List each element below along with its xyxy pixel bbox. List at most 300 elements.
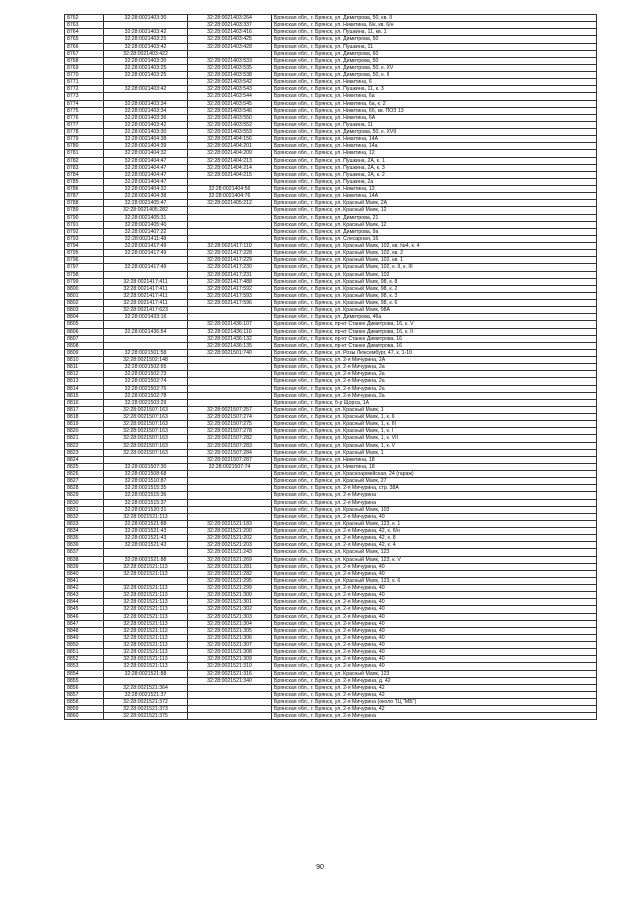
- object-cadastral-number-cell: [188, 50, 272, 57]
- land-cadastral-number-cell: 32:28:0021405:31: [104, 214, 188, 221]
- row-number-cell: 8799: [65, 278, 104, 285]
- row-number-cell: 8778: [65, 129, 104, 136]
- table-row: [65, 307, 597, 314]
- address-cell: Брянская обл., г. Брянск, ул. Никитина, 14А: [272, 193, 597, 200]
- address-cell: Брянская обл., г. Брянск, ул. 2-я Мичурина, 40: [272, 656, 597, 663]
- land-cadastral-number-cell: 32:28:0021417:411: [104, 278, 188, 285]
- land-cadastral-number-cell: 32:28:0021515:35: [104, 485, 188, 492]
- table-row: [65, 271, 597, 278]
- address-cell: Брянская обл., г. Брянск, ул. 2-я Мичурина, 40: [272, 599, 597, 606]
- address-cell: Брянская обл., г. Брянск, ул. Пушкина, 2А, к. 2: [272, 171, 597, 178]
- table-row: [65, 22, 597, 29]
- land-cadastral-number-cell: 32:28:0021404:38: [104, 136, 188, 143]
- object-cadastral-number-cell: 32:28:0021403:533: [188, 57, 272, 64]
- land-cadastral-number-cell: 32:28:0021521:113: [104, 585, 188, 592]
- land-cadastral-number-cell: 32:28:0021521:43: [104, 528, 188, 535]
- address-cell: Брянская обл., г. Брянск, ул. Красноармейская, 24 (гараж): [272, 471, 597, 478]
- object-cadastral-number-cell: [188, 357, 272, 364]
- address-cell: Брянская обл., г. Брянск, ул. 2-я Мичурина, 40: [272, 634, 597, 641]
- address-cell: Брянская обл., г. Брянск, ул. 2-я Мичурина, 42: [272, 691, 597, 698]
- object-cadastral-number-cell: 32:28:0021521:316: [188, 670, 272, 677]
- address-cell: Брянская обл., г. Брянск, ул. Красный Маяк, 102, кв. 1: [272, 257, 597, 264]
- table-row: [65, 392, 597, 399]
- object-cadastral-number-cell: 32:28:0021521:305: [188, 627, 272, 634]
- address-cell: Брянская обл., г. Брянск, ул. 2-я Мичурина, 2А: [272, 357, 597, 364]
- row-number-cell: 8786: [65, 186, 104, 193]
- object-cadastral-number-cell: 32:28:0021404:214: [188, 164, 272, 171]
- object-cadastral-number-cell: [188, 235, 272, 242]
- address-cell: Брянская обл., г. Брянск, ул. Красный Маяк, 98, к. 2: [272, 285, 597, 292]
- object-cadastral-number-cell: 32:28:0021403:416: [188, 29, 272, 36]
- table-row: [65, 649, 597, 656]
- object-cadastral-number-cell: [188, 221, 272, 228]
- table-row: [65, 121, 597, 128]
- row-number-cell: 8832: [65, 513, 104, 520]
- land-cadastral-number-cell: 32:28:0021417:411: [104, 292, 188, 299]
- address-cell: Брянская обл., г. Брянск, ул. Красный Маяк, 123: [272, 670, 597, 677]
- row-number-cell: 8771: [65, 79, 104, 86]
- address-cell: Брянская обл., г. Брянск, ул. 2-я Мичурина, 40: [272, 642, 597, 649]
- row-number-cell: 8858: [65, 699, 104, 706]
- object-cadastral-number-cell: 32:28:0021417:231: [188, 271, 272, 278]
- row-number-cell: 8767: [65, 50, 104, 57]
- address-cell: Брянская обл., г. Брянск, ул. Никитина, 6/к, кв. 6/н: [272, 22, 597, 29]
- table-row: [65, 207, 597, 214]
- table-row: [65, 592, 597, 599]
- land-cadastral-number-cell: 32:28:0021404:32: [104, 186, 188, 193]
- object-cadastral-number-cell: 32:28:0021521:302: [188, 606, 272, 613]
- row-number-cell: 8793: [65, 235, 104, 242]
- table-row: [65, 364, 597, 371]
- row-number-cell: 8801: [65, 292, 104, 299]
- address-cell: Брянская обл., г. Брянск, ул. Красный Маяк, 1, к. III: [272, 421, 597, 428]
- table-row: [65, 114, 597, 121]
- land-cadastral-number-cell: [104, 93, 188, 100]
- table-row: [65, 193, 597, 200]
- land-cadastral-number-cell: 32:28:0021521:37: [104, 691, 188, 698]
- object-cadastral-number-cell: [188, 207, 272, 214]
- address-cell: Брянская обл., г. Брянск, ул. Димитрова, 50, к. XVII: [272, 129, 597, 136]
- table-row: [65, 613, 597, 620]
- object-cadastral-number-cell: 32:28:0021521:309: [188, 656, 272, 663]
- row-number-cell: 8850: [65, 642, 104, 649]
- table-row: [65, 57, 597, 64]
- row-number-cell: 8797: [65, 264, 104, 271]
- row-number-cell: 8808: [65, 342, 104, 349]
- land-cadastral-number-cell: 32:28:0021521:113: [104, 613, 188, 620]
- address-cell: Брянская обл., г. Брянск, ул. Никитина, 18: [272, 463, 597, 470]
- object-cadastral-number-cell: 32:28:0021403:264: [188, 15, 272, 22]
- address-cell: Брянская обл., г. Брянск, ул. Димитрова, 46а: [272, 314, 597, 321]
- address-cell: Брянская обл., г. Брянск, ул. Красный Маяк, 12: [272, 221, 597, 228]
- table-row: [65, 563, 597, 570]
- row-number-cell: 8783: [65, 164, 104, 171]
- row-number-cell: 8841: [65, 577, 104, 584]
- table-row: [65, 178, 597, 185]
- table-row: [65, 606, 597, 613]
- land-cadastral-number-cell: 32:28:0021521:43: [104, 542, 188, 549]
- land-cadastral-number-cell: 32:28:0021403:30: [104, 15, 188, 22]
- land-cadastral-number-cell: 32:28:0021521:373: [104, 706, 188, 713]
- object-cadastral-number-cell: 32:28:0021417:592: [188, 285, 272, 292]
- land-cadastral-number-cell: 32:28:0021508:68: [104, 471, 188, 478]
- table-row: [65, 107, 597, 114]
- row-number-cell: 8827: [65, 478, 104, 485]
- address-cell: Брянская обл., г. Брянск, ул. Красный Маяк, 123, к. 1: [272, 520, 597, 527]
- address-cell: Брянская обл., г. Брянск, ул. 2-я Мичурина, стр. 38А: [272, 485, 597, 492]
- address-cell: Брянская обл., г. Брянск, ул. 2-я Мичурина: [272, 499, 597, 506]
- table-row: [65, 143, 597, 150]
- table-row: [65, 456, 597, 463]
- address-cell: Брянская обл., г. Брянск, ул. Красный Маяк, 123, к. V: [272, 556, 597, 563]
- address-cell: Брянская обл., г. Брянск, ул. Димитрова, 50, кв. II: [272, 15, 597, 22]
- row-number-cell: 8817: [65, 406, 104, 413]
- table-row: [65, 706, 597, 713]
- land-cadastral-number-cell: 32:28:0021515:36: [104, 492, 188, 499]
- address-cell: Брянская обл., г. Брянск, ул. Пушкина, 11: [272, 121, 597, 128]
- land-cadastral-number-cell: 32:28:0021507:30: [104, 463, 188, 470]
- table-row: [65, 285, 597, 292]
- land-cadastral-number-cell: 32:28:0021521:113: [104, 627, 188, 634]
- table-row: [65, 499, 597, 506]
- address-cell: Брянская обл., г. Брянск, ул. 2-я Мичурина, д. 42: [272, 677, 597, 684]
- row-number-cell: 8822: [65, 442, 104, 449]
- object-cadastral-number-cell: 32:28:0021417:230: [188, 264, 272, 271]
- address-cell: Брянская обл., г. Брянск, ул. Красный Маяк, 98А: [272, 307, 597, 314]
- table-row: [65, 428, 597, 435]
- address-cell: Брянская обл., г. Брянск, ул. Красный Маяк, 98, к. 8: [272, 278, 597, 285]
- object-cadastral-number-cell: 32:28:0021403:425: [188, 36, 272, 43]
- land-cadastral-number-cell: 32:28:0021507:163: [104, 406, 188, 413]
- land-cadastral-number-cell: 32:28:0021404:47: [104, 171, 188, 178]
- address-cell: Брянская обл., г. Брянск, ул. Димитрова, 50, к. XV: [272, 64, 597, 71]
- row-number-cell: 8843: [65, 592, 104, 599]
- address-cell: Брянская обл., г. Брянск, ул. Никитина, 18: [272, 456, 597, 463]
- object-cadastral-number-cell: 32:28:0021521:299: [188, 585, 272, 592]
- land-cadastral-number-cell: 32:28:0021520:31: [104, 506, 188, 513]
- object-cadastral-number-cell: 32:28:0021403:538: [188, 72, 272, 79]
- land-cadastral-number-cell: 32:28:0021403:30: [104, 57, 188, 64]
- table-row: [65, 549, 597, 556]
- table-row: [65, 478, 597, 485]
- table-row: [65, 399, 597, 406]
- land-cadastral-number-cell: [104, 577, 188, 584]
- table-row: [65, 328, 597, 335]
- table-row: [65, 421, 597, 428]
- row-number-cell: 8820: [65, 428, 104, 435]
- object-cadastral-number-cell: [188, 214, 272, 221]
- table-row: [65, 435, 597, 442]
- address-cell: Брянская обл., г. Брянск, ул. 2-я Мичурина, 40: [272, 570, 597, 577]
- row-number-cell: 8812: [65, 371, 104, 378]
- object-cadastral-number-cell: [188, 399, 272, 406]
- address-cell: Брянская обл., г. Брянск, ул. Красный Маяк, 123, к. 6: [272, 577, 597, 584]
- table-row: [65, 620, 597, 627]
- object-cadastral-number-cell: [188, 385, 272, 392]
- table-row: [65, 164, 597, 171]
- address-cell: Брянская обл., г. Брянск, ул. Пушкина, 2А, к. 1: [272, 157, 597, 164]
- row-number-cell: 8819: [65, 421, 104, 428]
- object-cadastral-number-cell: 32:28:0021403:428: [188, 43, 272, 50]
- object-cadastral-number-cell: 32:28:0021417:110: [188, 243, 272, 250]
- row-number-cell: 8825: [65, 463, 104, 470]
- land-cadastral-number-cell: 32:28:0021521:113: [104, 634, 188, 641]
- table-row: [65, 670, 597, 677]
- address-cell: Брянская обл., г. Брянск, ул. 2-я Мичурина, 40: [272, 649, 597, 656]
- land-cadastral-number-cell: 32:28:0021404:39: [104, 143, 188, 150]
- land-cadastral-number-cell: 32:28:0021521:113: [104, 663, 188, 670]
- object-cadastral-number-cell: [188, 314, 272, 321]
- address-cell: Брянская обл., г. Брянск, ул. 2-я Мичурина, 40: [272, 613, 597, 620]
- row-number-cell: 8823: [65, 449, 104, 456]
- row-number-cell: 8779: [65, 136, 104, 143]
- row-number-cell: 8804: [65, 314, 104, 321]
- row-number-cell: 8787: [65, 193, 104, 200]
- object-cadastral-number-cell: 32:28:0021521:243: [188, 549, 272, 556]
- row-number-cell: 8763: [65, 22, 104, 29]
- address-cell: Брянская обл., г. Брянск, ул. Никитина, 6а, к. 2: [272, 100, 597, 107]
- table-row: [65, 29, 597, 36]
- land-cadastral-number-cell: 32:28:0021417:411: [104, 300, 188, 307]
- row-number-cell: 8795: [65, 250, 104, 257]
- land-cadastral-number-cell: 32:28:0021417:49: [104, 250, 188, 257]
- table-row: [65, 535, 597, 542]
- object-cadastral-number-cell: 32:28:0021521:306: [188, 634, 272, 641]
- row-number-cell: 8773: [65, 93, 104, 100]
- table-row: [65, 371, 597, 378]
- row-number-cell: 8829: [65, 492, 104, 499]
- land-cadastral-number-cell: 32:28:0021502:78: [104, 392, 188, 399]
- row-number-cell: 8785: [65, 178, 104, 185]
- land-cadastral-number-cell: 32:28:0021417:49: [104, 264, 188, 271]
- land-cadastral-number-cell: 32:28:0021510:87: [104, 478, 188, 485]
- table-row: [65, 485, 597, 492]
- table-row: [65, 349, 597, 356]
- object-cadastral-number-cell: [188, 499, 272, 506]
- table-row: [65, 292, 597, 299]
- land-cadastral-number-cell: 32:28:0021405:282: [104, 207, 188, 214]
- object-cadastral-number-cell: 32:28:0021403:337: [188, 22, 272, 29]
- table-row: [65, 442, 597, 449]
- table-row: [65, 314, 597, 321]
- object-cadastral-number-cell: 32:28:0021507:278: [188, 428, 272, 435]
- object-cadastral-number-cell: 32:28:0021403:545: [188, 100, 272, 107]
- table-row: [65, 43, 597, 50]
- object-cadastral-number-cell: 32:28:0021436:107: [188, 321, 272, 328]
- object-cadastral-number-cell: [188, 228, 272, 235]
- address-cell: Брянская обл., г. Брянск, ул. 2-я Мичурина, 40: [272, 585, 597, 592]
- row-number-cell: 8840: [65, 570, 104, 577]
- row-number-cell: 8762: [65, 15, 104, 22]
- address-cell: Брянская обл., г. Брянск, пр-кт Станке Димитрова, 16, к. II: [272, 328, 597, 335]
- address-cell: Брянская обл., г. Брянск, ул. Димитрова, 50: [272, 36, 597, 43]
- land-cadastral-number-cell: 32:28:0021521:113: [104, 649, 188, 656]
- land-cadastral-number-cell: 32:28:0021404:47: [104, 164, 188, 171]
- land-cadastral-number-cell: 32:28:0021403:42: [104, 121, 188, 128]
- object-cadastral-number-cell: 32:28:0021417:488: [188, 278, 272, 285]
- table-row: [65, 506, 597, 513]
- address-cell: Брянская обл., г. Брянск, ул. Пушкина, 11, кв. 1: [272, 29, 597, 36]
- address-cell: Брянская обл., г. Брянск, ул. Слесарная, 16: [272, 235, 597, 242]
- table-row: [65, 257, 597, 264]
- object-cadastral-number-cell: [188, 699, 272, 706]
- table-row: [65, 556, 597, 563]
- object-cadastral-number-cell: [188, 713, 272, 720]
- object-cadastral-number-cell: 32:28:0021521:203: [188, 542, 272, 549]
- object-cadastral-number-cell: 32:28:0021417:596: [188, 300, 272, 307]
- land-cadastral-number-cell: 32:28:0021521:113: [104, 563, 188, 570]
- address-cell: Брянская обл., г. Брянск, ул. 2-я Мичурина, 2а: [272, 385, 597, 392]
- land-cadastral-number-cell: 32:28:0021405:40: [104, 221, 188, 228]
- object-cadastral-number-cell: [188, 478, 272, 485]
- object-cadastral-number-cell: 32:28:0021403:550: [188, 114, 272, 121]
- object-cadastral-number-cell: 32:28:0021403:535: [188, 64, 272, 71]
- row-number-cell: 8853: [65, 663, 104, 670]
- land-cadastral-number-cell: 32:28:0021507:163: [104, 442, 188, 449]
- land-cadastral-number-cell: 32:28:0021404:32: [104, 150, 188, 157]
- land-cadastral-number-cell: [104, 79, 188, 86]
- row-number-cell: 8834: [65, 528, 104, 535]
- row-number-cell: 8856: [65, 684, 104, 691]
- object-cadastral-number-cell: 32:28:0021507:274: [188, 414, 272, 421]
- land-cadastral-number-cell: 32:28:0021403:42: [104, 29, 188, 36]
- row-number-cell: 8770: [65, 72, 104, 79]
- object-cadastral-number-cell: [188, 178, 272, 185]
- land-cadastral-number-cell: 32:28:0021404:38: [104, 193, 188, 200]
- row-number-cell: 8805: [65, 321, 104, 328]
- table-row: [65, 50, 597, 57]
- land-cadastral-number-cell: 32:28:0021417:411: [104, 285, 188, 292]
- land-cadastral-number-cell: [104, 321, 188, 328]
- row-number-cell: 8782: [65, 157, 104, 164]
- object-cadastral-number-cell: 32:28:0021521:183: [188, 520, 272, 527]
- land-cadastral-number-cell: 32:28:0021417:49: [104, 243, 188, 250]
- address-cell: Брянская обл., г. Брянск, б-р Щорса, 1А: [272, 399, 597, 406]
- land-cadastral-number-cell: 32:28:0021521:113: [104, 599, 188, 606]
- object-cadastral-number-cell: 32:28:0021521:310: [188, 663, 272, 670]
- table-row: [65, 585, 597, 592]
- table-row: [65, 634, 597, 641]
- object-cadastral-number-cell: 32:28:0021507:275: [188, 421, 272, 428]
- land-cadastral-number-cell: 32:28:0021507:163: [104, 449, 188, 456]
- table-row: [65, 528, 597, 535]
- row-number-cell: 8831: [65, 506, 104, 513]
- table-body: [65, 15, 597, 720]
- row-number-cell: 8836: [65, 542, 104, 549]
- row-number-cell: 8855: [65, 677, 104, 684]
- land-cadastral-number-cell: [104, 271, 188, 278]
- row-number-cell: 8837: [65, 549, 104, 556]
- object-cadastral-number-cell: 32:28:0021404:156: [188, 136, 272, 143]
- row-number-cell: 8788: [65, 200, 104, 207]
- address-cell: Брянская обл., г. Брянск, ул. Красный Маяк, 1: [272, 449, 597, 456]
- address-cell: Брянская обл., г. Брянск, пр-кт Станке Димитрова, 16: [272, 335, 597, 342]
- address-cell: Брянская обл., г. Брянск, ул. 2-я Мичурина, 40: [272, 513, 597, 520]
- address-cell: Брянская обл., г. Брянск, ул. 2-я Мичурина, 42, к. 6/н: [272, 528, 597, 535]
- land-cadastral-number-cell: 32:28:0021521:88: [104, 556, 188, 563]
- address-cell: Брянская обл., г. Брянск, ул. Красный Маяк, 103: [272, 506, 597, 513]
- row-number-cell: 8833: [65, 520, 104, 527]
- table-row: [65, 449, 597, 456]
- row-number-cell: 8775: [65, 107, 104, 114]
- address-cell: Брянская обл., г. Брянск, ул. Димитрова, 50: [272, 57, 597, 64]
- row-number-cell: 8807: [65, 335, 104, 342]
- row-number-cell: 8768: [65, 57, 104, 64]
- row-number-cell: 8798: [65, 271, 104, 278]
- object-cadastral-number-cell: 32:28:0021507:257: [188, 406, 272, 413]
- address-cell: Брянская обл., г. Брянск, ул. Красный Маяк, 123: [272, 549, 597, 556]
- address-cell: Брянская обл., г. Брянск, ул. Красный Маяк, 102: [272, 271, 597, 278]
- address-cell: Брянская обл., г. Брянск, ул. 2-я Мичурина, 40: [272, 627, 597, 634]
- table-row: [65, 684, 597, 691]
- land-cadastral-number-cell: 32:28:0021507:163: [104, 435, 188, 442]
- land-cadastral-number-cell: 32:28:0021403:25: [104, 36, 188, 43]
- address-cell: Брянская обл., г. Брянск, ул. 2-я Мичурина, 40: [272, 620, 597, 627]
- table-row: [65, 577, 597, 584]
- row-number-cell: 8766: [65, 43, 104, 50]
- object-cadastral-number-cell: 32:28:0021521:301: [188, 599, 272, 606]
- address-cell: Брянская обл., г. Брянск, ул. Никитина, 6а: [272, 93, 597, 100]
- land-cadastral-number-cell: 32:28:0021403:422: [104, 50, 188, 57]
- land-cadastral-number-cell: 32:28:0021507:163: [104, 428, 188, 435]
- address-cell: Брянская обл., г. Брянск, ул. Димитрова, 21: [272, 214, 597, 221]
- address-cell: Брянская обл., г. Брянск, ул. 2-я Мичурина, 42, к. 8: [272, 535, 597, 542]
- row-number-cell: 8849: [65, 634, 104, 641]
- land-cadastral-number-cell: 32:28:0021521:43: [104, 535, 188, 542]
- address-cell: Брянская обл., г. Брянск, ул. 2-я Мичурина, 42: [272, 706, 597, 713]
- object-cadastral-number-cell: [188, 371, 272, 378]
- table-row: [65, 542, 597, 549]
- object-cadastral-number-cell: 32:28:0021501:740: [188, 349, 272, 356]
- table-row: [65, 321, 597, 328]
- object-cadastral-number-cell: 32:28:0021436:132: [188, 335, 272, 342]
- address-cell: Брянская обл., г. Брянск, ул. Розы Люксембург, 47, к. 1-10: [272, 349, 597, 356]
- property-register-table: [64, 14, 597, 720]
- row-number-cell: 8830: [65, 499, 104, 506]
- object-cadastral-number-cell: 32:28:0021507:287: [188, 456, 272, 463]
- row-number-cell: 8851: [65, 649, 104, 656]
- row-number-cell: 8846: [65, 613, 104, 620]
- address-cell: Брянская обл., г. Брянск, ул. Красный Маяк, 1: [272, 406, 597, 413]
- object-cadastral-number-cell: 32:28:0021521:303: [188, 613, 272, 620]
- row-number-cell: 8839: [65, 563, 104, 570]
- row-number-cell: 8814: [65, 385, 104, 392]
- object-cadastral-number-cell: [188, 307, 272, 314]
- object-cadastral-number-cell: 32:28:0021403:542: [188, 79, 272, 86]
- object-cadastral-number-cell: 32:28:0021521:308: [188, 649, 272, 656]
- table-row: [65, 627, 597, 634]
- land-cadastral-number-cell: 32:28:0021403:34: [104, 107, 188, 114]
- object-cadastral-number-cell: 32:28:0021521:304: [188, 620, 272, 627]
- table-row: [65, 342, 597, 349]
- table-row: [65, 79, 597, 86]
- address-cell: Брянская обл., г. Брянск, ул. Красный Маяк, 27: [272, 478, 597, 485]
- row-number-cell: 8816: [65, 399, 104, 406]
- table-row: [65, 129, 597, 136]
- row-number-cell: 8809: [65, 349, 104, 356]
- land-cadastral-number-cell: 32:28:0021405:47: [104, 200, 188, 207]
- row-number-cell: 8772: [65, 86, 104, 93]
- row-number-cell: 8777: [65, 121, 104, 128]
- address-cell: Брянская обл., г. Брянск, ул. Красный Маяк, 98, к. 6: [272, 300, 597, 307]
- table-row: [65, 570, 597, 577]
- land-cadastral-number-cell: [104, 257, 188, 264]
- row-number-cell: 8847: [65, 620, 104, 627]
- row-number-cell: 8852: [65, 656, 104, 663]
- row-number-cell: 8811: [65, 364, 104, 371]
- row-number-cell: 8824: [65, 456, 104, 463]
- table-row: [65, 385, 597, 392]
